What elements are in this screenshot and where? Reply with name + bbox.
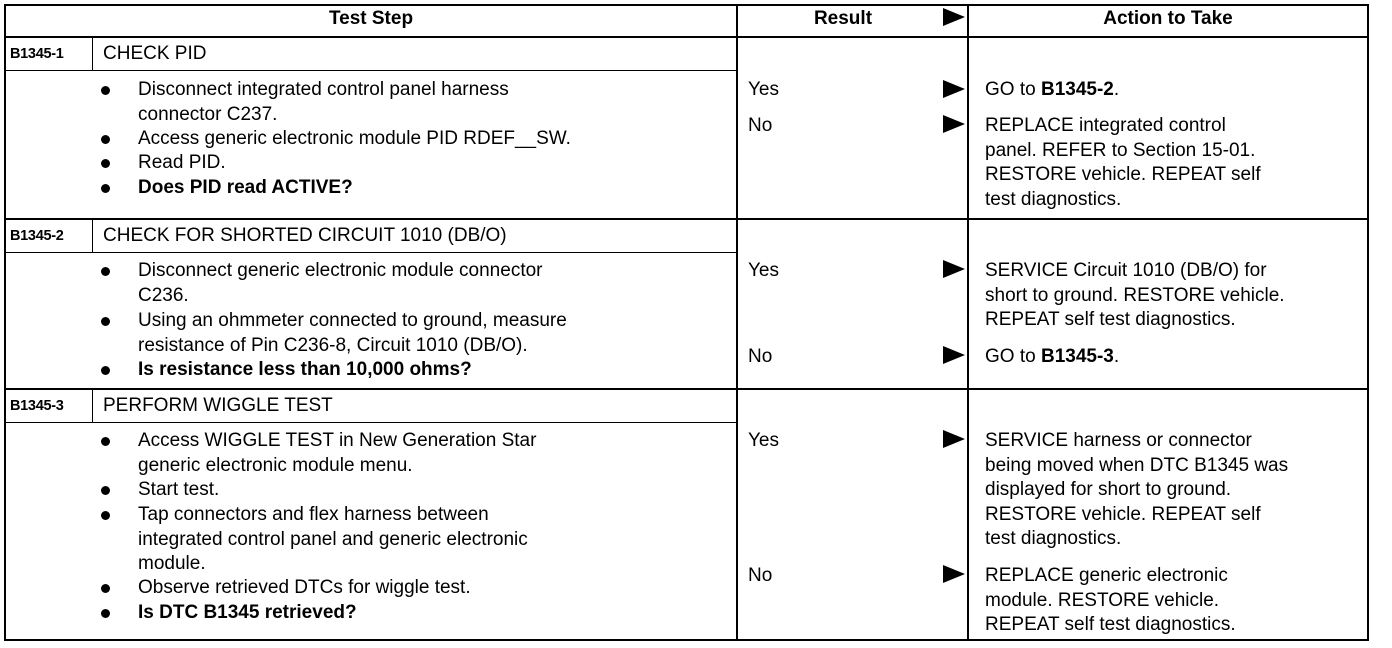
action-text: GO to B1345-2.: [985, 79, 1120, 100]
arrow-icon: [943, 80, 965, 98]
step-item: Read PID.: [138, 152, 226, 173]
step-item: Disconnect generic electronic module connector C236.: [138, 260, 543, 306]
border-top: [4, 4, 1369, 6]
bullet-icon: [101, 317, 110, 326]
header-action: Action to Take: [1103, 8, 1233, 29]
step1-title-bottom: [4, 70, 737, 71]
step-item: Start test.: [138, 479, 220, 500]
divider-step-result: [736, 4, 738, 641]
step-item: Tap connectors and flex harness between integrated control panel and generic electronic module.: [138, 504, 528, 574]
result-yes: Yes: [748, 430, 779, 451]
arrow-icon: [943, 430, 965, 448]
result-no: No: [748, 565, 773, 586]
bullet-icon: [101, 159, 110, 168]
step-code: B1345-3: [10, 398, 64, 414]
header-bottom: [4, 36, 1369, 38]
arrow-icon: [943, 115, 965, 133]
step3-title-bottom: [4, 422, 737, 423]
border-bottom: [4, 639, 1369, 641]
step-question: Is resistance less than 10,000 ohms?: [138, 359, 472, 380]
step-item: Disconnect integrated control panel harness connector C237.: [138, 79, 509, 125]
bullet-icon: [101, 184, 110, 193]
bullet-icon: [101, 584, 110, 593]
bullet-icon: [101, 486, 110, 495]
action-text: REPLACE integrated control panel. REFER to Section 15-01. RESTORE vehicle. REPEAT self test diagnostics.: [985, 115, 1261, 210]
bullet-icon: [101, 437, 110, 446]
action-text: SERVICE harness or connector being moved when DTC B1345 was displayed for short to ground. RESTORE vehicle. REPEAT self test diagnostics.: [985, 430, 1289, 549]
result-no: No: [748, 346, 773, 367]
step-code: B1345-2: [10, 228, 64, 244]
header-arrow-icon: [943, 8, 965, 26]
bullet-icon: [101, 267, 110, 276]
bullet-icon: [101, 86, 110, 95]
action-text: SERVICE Circuit 1010 (DB/O) for short to ground. RESTORE vehicle. REPEAT self test diagnostics.: [985, 260, 1285, 330]
bullet-icon: [101, 366, 110, 375]
border-right: [1367, 4, 1369, 641]
bullet-icon: [101, 511, 110, 520]
action-text: GO to B1345-3.: [985, 346, 1120, 367]
arrow-icon: [943, 260, 965, 278]
step-item: Observe retrieved DTCs for wiggle test.: [138, 577, 471, 598]
step-code: B1345-1: [10, 46, 64, 62]
result-yes: Yes: [748, 260, 779, 281]
arrow-icon: [943, 346, 965, 364]
step-question: Does PID read ACTIVE?: [138, 177, 353, 198]
step1-code-divider: [92, 37, 93, 71]
step1-bottom: [4, 218, 1369, 220]
step-title: PERFORM WIGGLE TEST: [103, 395, 333, 416]
step-question: Is DTC B1345 retrieved?: [138, 602, 357, 623]
divider-result-action: [967, 4, 969, 641]
step-title: CHECK PID: [103, 43, 207, 64]
step3-code-divider: [92, 389, 93, 423]
header-result: Result: [813, 8, 873, 29]
bullet-icon: [101, 135, 110, 144]
step2-title-bottom: [4, 252, 737, 253]
header-test-step: Test Step: [328, 8, 414, 29]
step-item: Access generic electronic module PID RDEF__SW.: [138, 128, 571, 149]
action-text: REPLACE generic electronic module. RESTORE vehicle. REPEAT self test diagnostics.: [985, 565, 1236, 635]
border-left: [4, 4, 6, 641]
result-yes: Yes: [748, 79, 779, 100]
step-item: Using an ohmmeter connected to ground, measure resistance of Pin C236-8, Circuit 1010 (DB/O).: [138, 310, 567, 356]
result-no: No: [748, 115, 773, 136]
bullet-icon: [101, 609, 110, 618]
step2-code-divider: [92, 219, 93, 253]
step-title: CHECK FOR SHORTED CIRCUIT 1010 (DB/O): [103, 225, 507, 246]
arrow-icon: [943, 565, 965, 583]
step-item: Access WIGGLE TEST in New Generation Star generic electronic module menu.: [138, 430, 537, 476]
step2-bottom: [4, 388, 1369, 390]
